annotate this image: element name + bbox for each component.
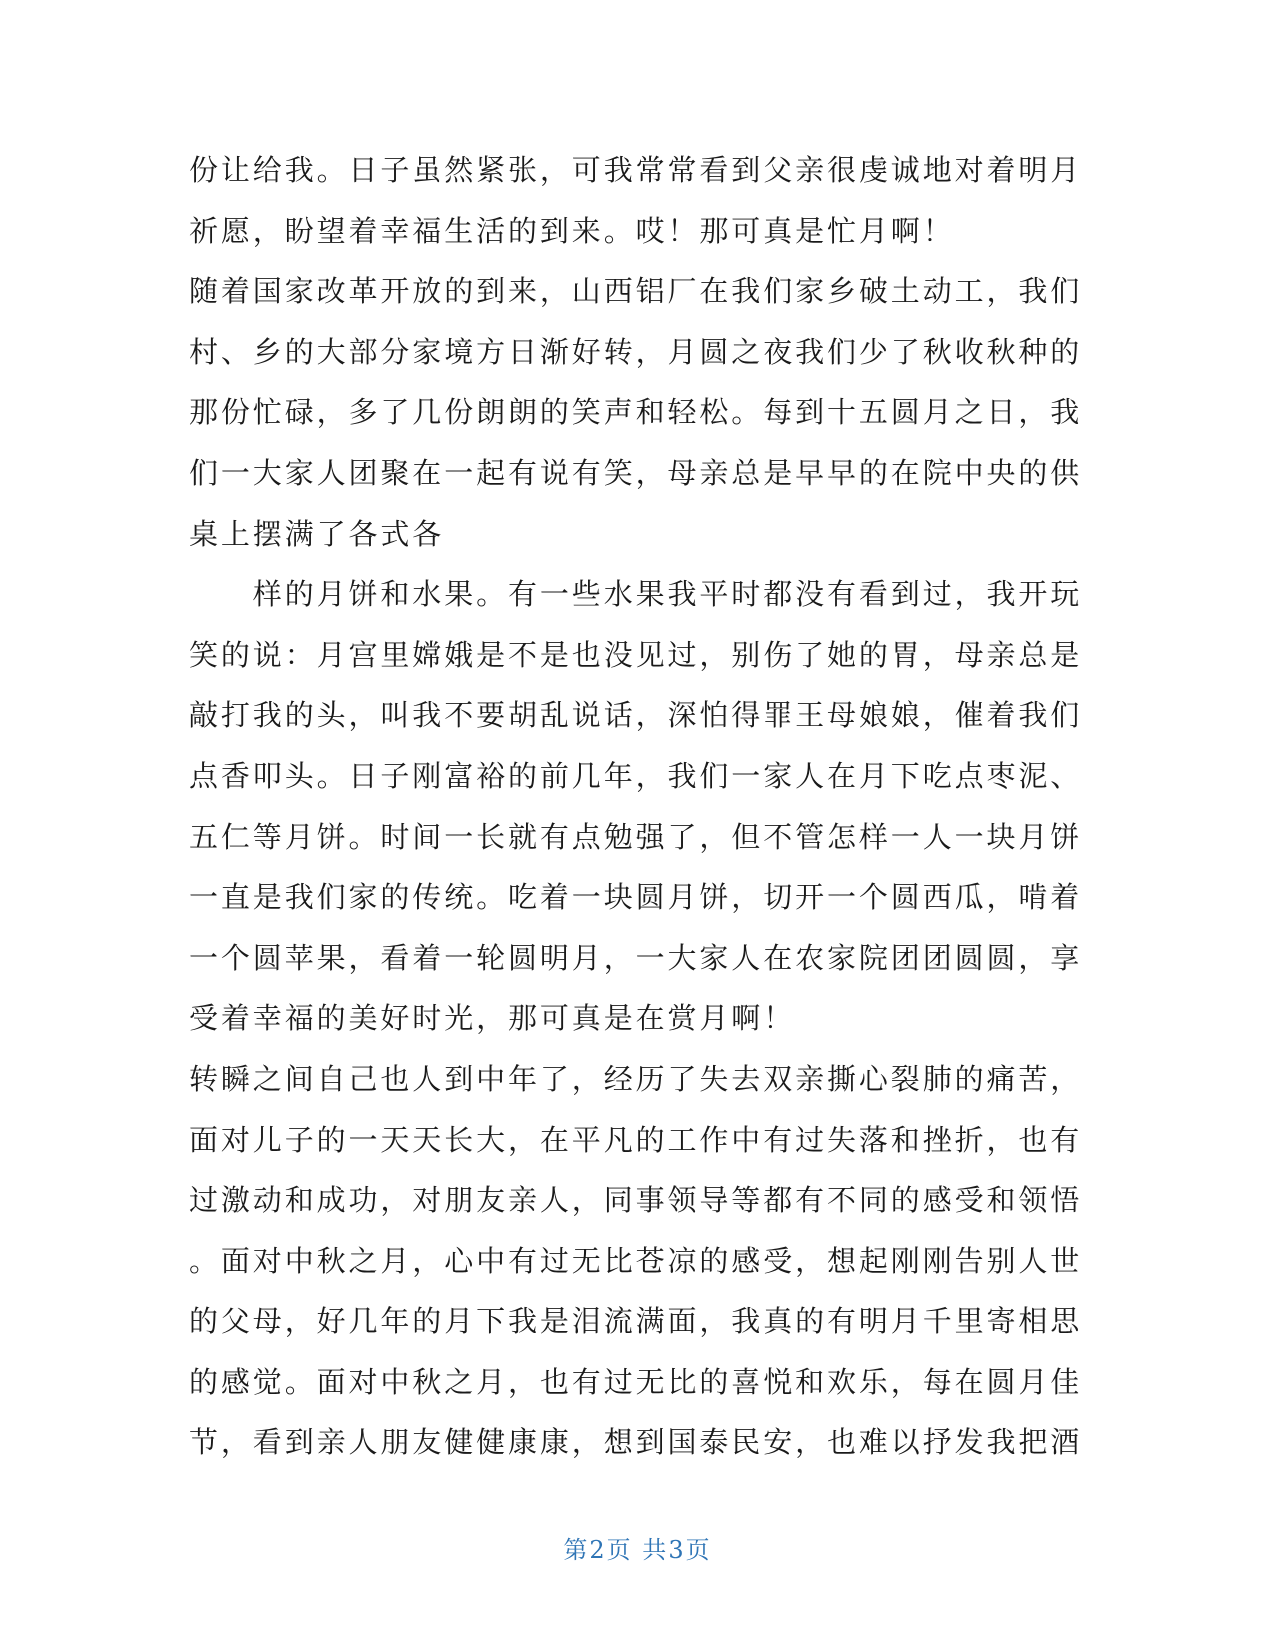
text-line: 敲打我的头，叫我不要胡乱说话，深怕得罪王母娘娘，催着我们 <box>189 698 1083 733</box>
text-line: 的感觉。面对中秋之月，也有过无比的喜悦和欢乐，每在圆月佳 <box>189 1364 1083 1399</box>
text-line: 转瞬之间自己也人到中年了，经历了失去双亲撕心裂肺的痛苦， <box>189 1061 1083 1096</box>
text-line: 五仁等月饼。时间一长就有点勉强了，但不管怎样一人一块月饼 <box>189 819 1083 854</box>
text-line: 。面对中秋之月，心中有过无比苍凉的感受，想起刚刚告别人世 <box>189 1243 1083 1278</box>
text-line: 点香叩头。日子刚富裕的前几年，我们一家人在月下吃点枣泥、 <box>189 758 1083 793</box>
text-line: 们一大家人团聚在一起有说有笑，母亲总是早早的在院中央的供 <box>189 455 1083 490</box>
footer-middle: 页 共 <box>606 1536 669 1564</box>
footer-prefix: 第 <box>563 1536 590 1564</box>
text-line: 那份忙碌，多了几份朗朗的笑声和轻松。每到十五圆月之日，我 <box>189 395 1083 430</box>
text-line: 份让给我。日子虽然紧张，可我常常看到父亲很虔诚地对着明月 <box>189 153 1083 187</box>
text-line: 节，看到亲人朋友健健康康，想到国泰民安，也难以抒发我把酒 <box>189 1425 1083 1460</box>
text-line: 笑的说：月宫里嫦娥是不是也没见过，别伤了她的胃，母亲总是 <box>189 637 1083 672</box>
text-line: 过激动和成功，对朋友亲人，同事领导等都有不同的感受和领悟 <box>189 1183 1083 1218</box>
text-line: 一个圆苹果，看着一轮圆明月，一大家人在农家院团团圆圆，享 <box>189 940 1083 975</box>
text-line: 样的月饼和水果。有一些水果我平时都没有看到过，我开玩 <box>189 577 1083 612</box>
text-line: 受着幸福的美好时光，那可真是在赏月啊！ <box>189 1001 796 1036</box>
text-line: 祈愿，盼望着幸福生活的到来。哎！那可真是忙月啊！ <box>189 213 955 248</box>
footer-suffix: 页 <box>685 1536 712 1564</box>
text-line: 桌上摆满了各式各 <box>189 516 445 551</box>
text-line: 面对儿子的一天天长大，在平凡的工作中有过失落和挫折，也有 <box>189 1122 1083 1157</box>
text-line: 的父母，好几年的月下我是泪流满面，我真的有明月千里寄相思 <box>189 1304 1083 1339</box>
text-line: 一直是我们家的传统。吃着一块圆月饼，切开一个圆西瓜，啃着 <box>189 880 1083 915</box>
page-footer <box>0 1530 1275 1565</box>
text-line: 随着国家改革开放的到来，山西铝厂在我们家乡破土动工，我们 <box>189 274 1083 309</box>
text-line: 村、乡的大部分家境方日渐好转，月圆之夜我们少了秋收秋种的 <box>189 334 1083 369</box>
body-text <box>189 140 1083 1473</box>
footer-total-pages: 3 <box>668 1536 686 1564</box>
footer-page-number: 2 <box>589 1536 607 1564</box>
